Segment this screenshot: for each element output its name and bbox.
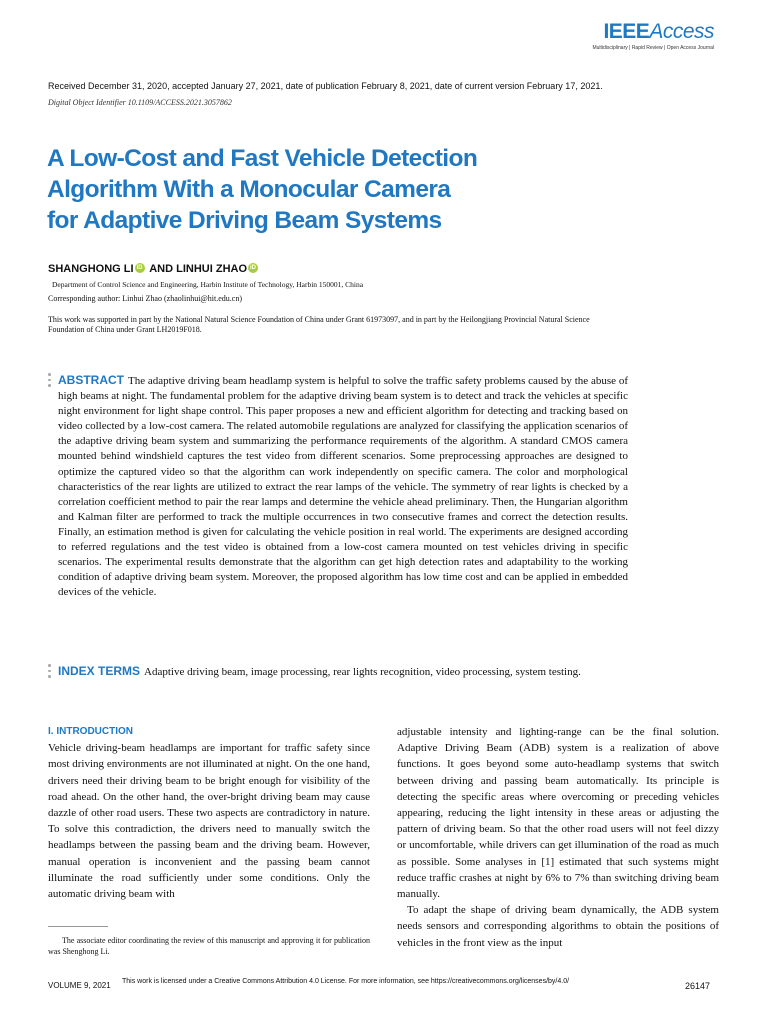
section-heading: I. INTRODUCTION: [48, 726, 133, 737]
author-name: SHANGHONG LI: [48, 263, 134, 275]
paper-title: [47, 143, 567, 236]
author-name: LINHUI ZHAO: [176, 263, 248, 275]
affiliation: Department of Control Science and Engineering, Harbin Institute of Technology, Harbin 150001, China: [52, 280, 364, 289]
received-dates: Received December 31, 2020, accepted January 27, 2021, date of publication February 8, 2021, date of current version February 17, 2021.: [48, 81, 603, 91]
title-line: for Adaptive Driving Beam Systems: [47, 207, 442, 234]
section-marker-icon: [48, 664, 52, 681]
page-number: 26147: [684, 981, 710, 991]
title-line: A Low-Cost and Fast Vehicle Detection: [47, 145, 478, 172]
title-line: Algorithm With a Monocular Camera: [47, 176, 451, 203]
abstract: [58, 373, 628, 600]
index-terms-label: INDEX TERMS: [58, 664, 141, 678]
abstract-label: ABSTRACT: [58, 373, 124, 387]
intro-paragraph: To adapt the shape of driving beam dynamically, the ADB system needs sensors and corresponding algorithms to obtain the positions of vehicles in the front view as the input: [397, 904, 719, 949]
license-note[interactable]: This work is licensed under a Creative Commons Attribution 4.0 License. For more information, see https://creativecommons.org/licenses/by/4.0/: [122, 978, 570, 985]
editor-footnote: The associate editor coordinating the review of this manuscript and approving it for publication was Shenghong Li.: [48, 936, 370, 956]
left-column: [48, 724, 370, 902]
logo-ieee: IEEE: [603, 20, 650, 43]
corresponding-author: Corresponding author: Linhui Zhao (zhaolinhui@hit.edu.cn): [48, 294, 242, 303]
index-terms-text: Adaptive driving beam, image processing, rear lights recognition, video processing, system testing.: [144, 666, 581, 678]
abstract-text: The adaptive driving beam headlamp system is helpful to solve the traffic safety problems caused by the abuse of high beams at night. The fundamental problem for the adaptive driving beam system is to detect and track the vehicles at specific night environment for light shape control. This paper proposes a new and efficient algorithm for detecting and tracking based on video collected by a low-cost camera. The related automobile regulations are analyzed for classifying the application scenarios of the adaptive driving beam system and summarizing the performance requirements of the algorithm. A standard CMOS camera mounted behind windshield captures the test video from different scenarios. Some preprocessing approaches are designed to optimize the captured video so that the algorithm can work independently on specific camera. The color and morphological characteristics of the rear lights are utilized to extract the rear lamps of the vehicle. The symmetry of rear lights is checked by a correlation coefficient method to pair the rear lamps and determine the vehicle ahead preliminary. Then, the Hungarian algorithm and Kalman filter are performed to track the multiple occurrences in two consecutive frames and correct the detection results. Finally, an estimation method is given for calculating the vehicle position in real world. The experiments are designed according to referred regulations and the test video is obtained from a low-cost camera mounted on test vehicles driving in specific scenarios. The experimental results demonstrate that the algorithm can get high detection rates and adaptability to the working condition of adaptive driving beam system. Moreover, the proposed algorithm has low time cost and can be applied in embedded devices of the vehicle.: [58, 375, 628, 599]
right-column: [397, 724, 719, 951]
logo-access: Access: [649, 20, 714, 43]
footnote-divider: [48, 926, 108, 927]
author-list: [48, 263, 260, 275]
intro-paragraph: adjustable intensity and lighting-range can be the final solution. Adaptive Driving Beam (ADB) system is a realization of above functions. It goes beyond some auto-headlamp systems that switch between driving and passing beam automatically. Its principle is detecting the specific areas where overcoming or preceding vehicles appearing, reducing the light intensity in these areas or adjusting the pattern of driving beam. So that the other road users will not feel dizzy or uncomfortable, while drivers can get illumination of the road as much as possible. Some analyses in [1] estimated that such systems might reduce traffic crashes at night by 6% to 7% than switching driving beam manually.: [397, 726, 719, 901]
orcid-icon[interactable]: iD: [136, 265, 143, 271]
section-marker-icon: [48, 373, 52, 390]
doi: Digital Object Identifier 10.1109/ACCESS.2021.3057862: [48, 98, 232, 107]
journal-tagline: Multidisciplinary | Rapid Review | Open Access Journal: [592, 45, 714, 51]
funding-note: This work was supported in part by the National Natural Science Foundation of China under Grant 61973097, and in part by the Heilongjiang Provincial Natural Science Foundation of China under Grant LH2019F018.: [48, 315, 590, 334]
orcid-icon[interactable]: iD: [250, 265, 257, 271]
index-terms: [58, 664, 628, 681]
author-conjunction: AND: [149, 263, 174, 275]
journal-logo: [592, 20, 714, 51]
volume-label: VOLUME 9, 2021: [48, 981, 111, 990]
intro-paragraph: Vehicle driving-beam headlamps are important for traffic safety since most driving environments are not illuminated at night. On the one hand, drivers need their driving beam to be bright enough for visibility of the road ahead. On the other hand, the over-bright driving beam may cause dazzle of other road users. These two aspects are contradictory in nature. To solve this contradiction, the drivers need to manually switch the headlamps between the passing beam and the driving beam. However, manual operation is inconvenient and the passing beam cannot illuminate the road sufficiently under some conditions. Only the automatic driving beam with: [48, 742, 370, 901]
